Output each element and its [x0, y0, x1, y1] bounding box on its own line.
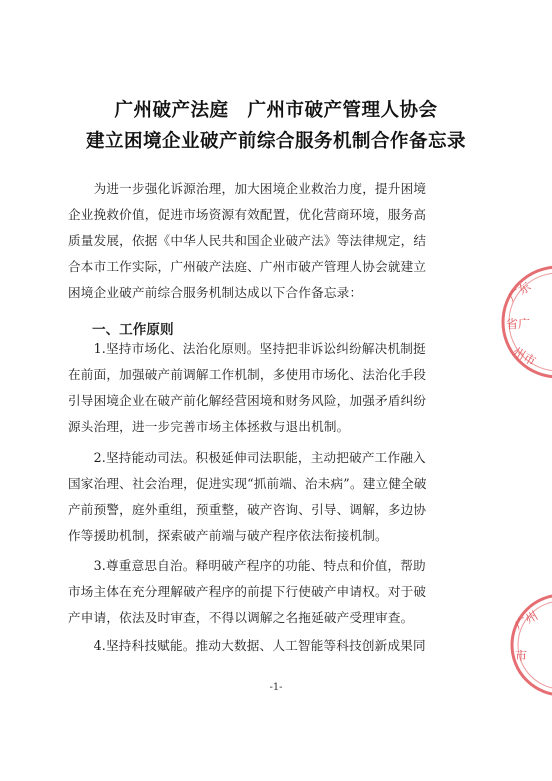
svg-text:省广: 省广	[506, 317, 531, 331]
body-line: 市场主体在充分理解破产程序的前提下行使破产申请权。对于破	[68, 584, 427, 599]
document-title-line-1: 广州破产法庭 广州市破产管理人协会	[114, 100, 438, 121]
official-seal-lower	[506, 590, 552, 700]
document-title-line-2: 建立困境企业破产前综合服务机制合作备忘录	[85, 131, 466, 152]
body-line: 国家治理、社会治理，促进实现“抓前端、治未病”。建立健全破	[68, 476, 427, 491]
body-line: 3.尊重意思自治。释明破产程序的功能、特点和价值，帮助	[68, 558, 426, 573]
body-line: 引导困境企业在破产前化解经营困境和财务风险，加强矛盾纠纷	[68, 393, 427, 408]
svg-text:市: 市	[515, 649, 528, 663]
body-line: 合本市工作实际，广州破产法庭、广州市破产管理人协会就建立	[68, 259, 427, 274]
body-line: 4.坚持科技赋能。推动大数据、人工智能等科技创新成果同	[68, 638, 426, 653]
body-line: 1.坚持市场化、法治化原则。坚持把非诉讼纠纷解决机制挺	[68, 341, 426, 356]
body-line: 产申请，依法及时审查，不得以调解之名拖延破产受理审查。	[68, 610, 414, 625]
body-line: 困境企业破产前综合服务机制达成以下合作备忘录：	[68, 285, 363, 300]
body-line: 产前预警，庭外重组，预重整，破产咨询、引导、调解，多边协	[68, 502, 427, 517]
body-line: 质量发展，依据《中华人民共和国企业破产法》等法律规定，结	[68, 233, 427, 248]
body-line: 在前面，加强破产前调解工作机制，多使用市场化、法治化手段	[68, 367, 427, 382]
section-heading: 一、工作原则	[92, 322, 174, 338]
svg-text:广州: 广州	[512, 608, 541, 633]
svg-text:广东: 广东	[505, 279, 534, 305]
svg-text:州市: 州市	[510, 344, 539, 369]
official-seal-upper	[498, 262, 552, 382]
body-line: 企业挽救价值，促进市场资源有效配置，优化营商环境，服务高	[68, 207, 427, 222]
body-line: 作等援助机制，探索破产前端与破产程序依法衔接机制。	[68, 528, 388, 543]
body-line: 源头治理，进一步完善市场主体拯救与退出机制。	[68, 419, 350, 434]
page-number: -1-	[269, 682, 283, 693]
body-line: 2.坚持能动司法。积极延伸司法职能，主动把破产工作融入	[68, 450, 426, 465]
body-line: 为进一步强化诉源治理，加大困境企业救治力度，提升困境	[68, 181, 427, 196]
